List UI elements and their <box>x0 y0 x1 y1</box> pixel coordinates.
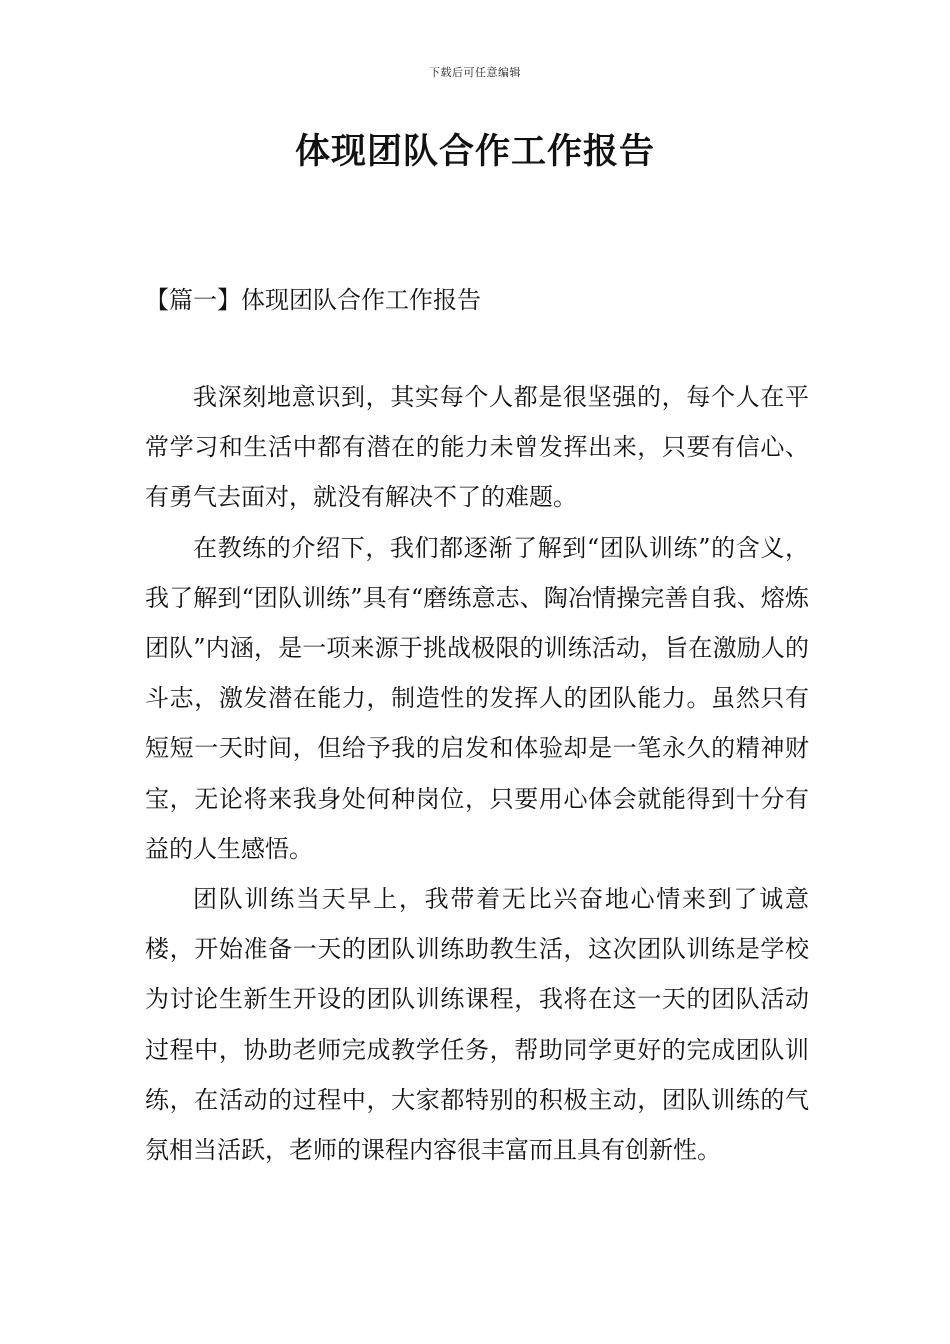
document-title: 体现团队合作工作报告 <box>294 132 655 172</box>
header-note: 下载后可任意编辑 <box>429 66 521 79</box>
body-text <box>145 372 809 1175</box>
section-heading: 【篇一】体现团队合作工作报告 <box>145 286 481 314</box>
paragraph: 我深刻地意识到，其实每个人都是很坚强的，每个人在平常学习和生活中都有潜在的能力未曾发挥出来，只要有信心、有勇气去面对，就没有解决不了的难题。 <box>145 383 809 512</box>
paragraph: 团队训练当天早上，我带着无比兴奋地心情来到了诚意楼，开始准备一天的团队训练助教生活，这次团队训练是学校为讨论生新生开设的团队训练课程，我将在这一天的团队活动过程中，协助老师完成教学任务，帮助同学更好的完成团队训练，在活动的过程中，大家都特别的积极主动，团队训练的气氛相当活跃，老师的课程内容很丰富而且具有创新性。 <box>145 885 809 1165</box>
paragraph: 在教练的介绍下，我们都逐渐了解到“团队训练”的含义，我了解到“团队训练”具有“磨练意志、陶冶情操完善自我、熔炼团队”内涵，是一项来源于挑战极限的训练活动，旨在激励人的斗志，激发潜在能力，制造性的发挥人的团队能力。虽然只有短短一天时间，但给予我的启发和体验却是一笔永久的精神财宝，无论将来我身处何种岗位，只要用心体会就能得到十分有益的人生感悟。 <box>145 533 809 863</box>
